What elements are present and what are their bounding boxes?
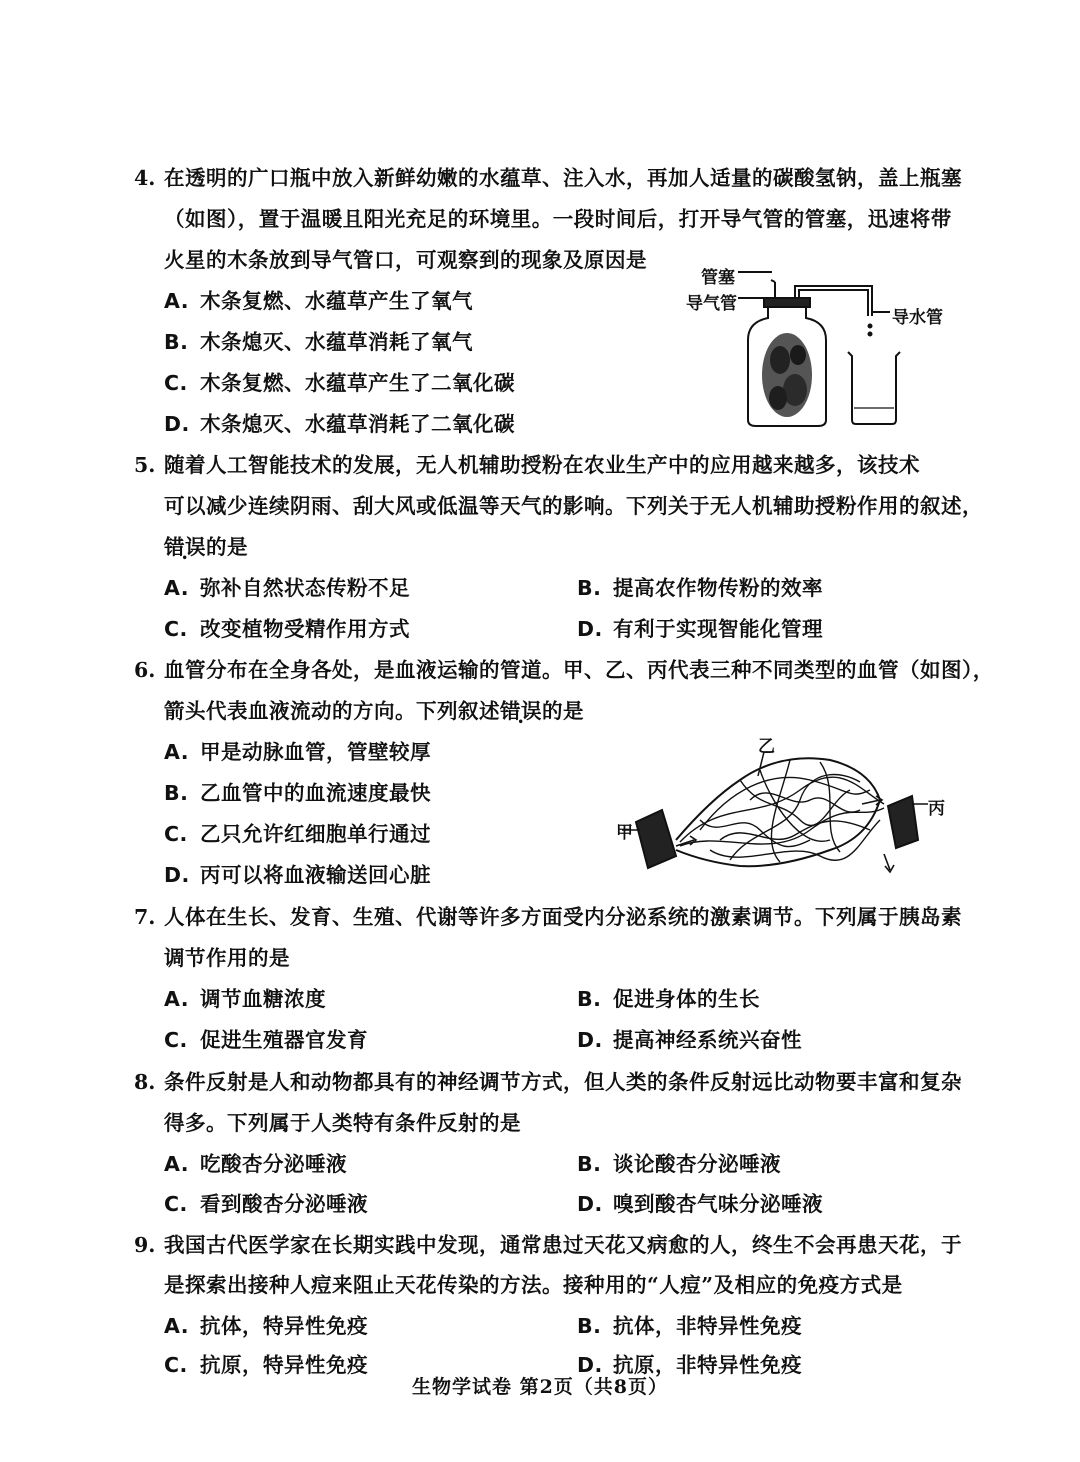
q9-option-a-text: 抗体，特异性免疫 xyxy=(200,1314,368,1338)
q6-option-a-text: 甲是动脉血管，管壁较厚 xyxy=(200,740,431,764)
q6-option-a-key: A. xyxy=(164,740,190,764)
q8-stem-line-1: 条件反射是人和动物都具有的神经调节方式，但人类的条件反射远比动物要丰富和复杂 xyxy=(164,1070,962,1094)
q4-option-d-text: 木条熄灭、水蕴草消耗了二氧化碳 xyxy=(200,412,515,436)
q5-option-b-text: 提高农作物传粉的效率 xyxy=(613,576,823,600)
q7-option-c-text: 促进生殖器官发育 xyxy=(200,1028,368,1052)
q5-option-a-text: 弥补自然状态传粉不足 xyxy=(200,576,410,600)
page-footer: 生物学试卷 第2页（共8页） xyxy=(411,1376,669,1398)
q7-option-c-key: C. xyxy=(164,1028,188,1052)
q5-option-d-text: 有利于实现智能化管理 xyxy=(613,617,823,641)
q9-option-c-text: 抗原，特异性免疫 xyxy=(200,1353,368,1377)
q4-stem-line-2: （如图），置于温暖且阳光充足的环境里。一段时间后，打开导气管的管塞，迅速将带 xyxy=(164,207,952,231)
q5-emphasis: 错误 xyxy=(164,535,206,559)
q5-stem-tail: 的是 xyxy=(206,535,248,559)
q9-option-d-text: 抗原，非特异性免疫 xyxy=(613,1353,802,1377)
q9-option-a xyxy=(164,1312,368,1340)
q4-option-b-text: 木条熄灭、水蕴草消耗了氧气 xyxy=(200,330,473,354)
q7-option-b-text: 促进身体的生长 xyxy=(613,987,760,1011)
q8-option-b xyxy=(577,1150,781,1178)
q8-option-a-key: A. xyxy=(164,1152,190,1176)
q7-stem-line-2: 调节作用的是 xyxy=(164,946,290,970)
q9-option-a-key: A. xyxy=(164,1314,190,1338)
q4-option-a-key: A. xyxy=(164,289,190,313)
q8-option-c-key: C. xyxy=(164,1192,188,1216)
q5-option-b-key: B. xyxy=(577,576,602,600)
q4-stem-line-1: 在透明的广口瓶中放入新鲜幼嫩的水蕴草、注入水，再加人适量的碳酸氢钠，盖上瓶塞 xyxy=(164,166,962,190)
q9-number: 9. xyxy=(134,1233,156,1257)
q8-option-b-text: 谈论酸杏分泌唾液 xyxy=(613,1152,781,1176)
q6-emphasis: 错误 xyxy=(500,699,542,723)
q4-option-c-text: 木条复燃、水蕴草产生了二氧化碳 xyxy=(200,371,515,395)
q7-option-a-text: 调节血糖浓度 xyxy=(200,987,326,1011)
q7-option-d xyxy=(577,1026,802,1054)
q5-option-d-key: D. xyxy=(577,617,603,641)
q8-option-a-text: 吃酸杏分泌唾液 xyxy=(200,1152,347,1176)
q7-option-d-key: D. xyxy=(577,1028,603,1052)
q6-option-c-text: 乙只允许红细胞单行通过 xyxy=(200,822,431,846)
q7-option-b xyxy=(577,985,760,1013)
q9-stem-line-2: 是探索出接种人痘来阻止天花传染的方法。接种用的“人痘”及相应的免疫方式是 xyxy=(164,1273,903,1297)
q5-option-c-key: C. xyxy=(164,617,188,641)
q9-option-b-key: B. xyxy=(577,1314,602,1338)
q6-label-bing: 丙 xyxy=(928,799,945,819)
q4-option-c-key: C. xyxy=(164,371,188,395)
q5-number: 5. xyxy=(134,453,156,477)
q8-option-d xyxy=(577,1190,823,1218)
q9-option-b-text: 抗体，非特异性免疫 xyxy=(613,1314,802,1338)
q6-option-b-key: B. xyxy=(164,781,189,805)
q9-option-d-key: D. xyxy=(577,1353,603,1377)
q4-option-d-key: D. xyxy=(164,412,190,436)
q5-stem-line-1: 随着人工智能技术的发展，无人机辅助授粉在农业生产中的应用越来越多，该技术 xyxy=(164,453,920,477)
q8-option-a xyxy=(164,1150,347,1178)
q4-number: 4. xyxy=(134,166,156,190)
q9-option-b xyxy=(577,1312,802,1340)
q7-option-a xyxy=(164,985,326,1013)
q4-option-b-key: B. xyxy=(164,330,189,354)
q5-stem-line-2: 可以减少连续阴雨、刮大风或低温等天气的影响。下列关于无人机辅助授粉作用的叙述， xyxy=(164,494,983,518)
q7-number: 7. xyxy=(134,905,156,929)
q4-label-water-tube: 导水管 xyxy=(892,308,943,328)
q7-option-a-key: A. xyxy=(164,987,190,1011)
q6-option-c-key: C. xyxy=(164,822,188,846)
q6-option-d-text: 丙可以将血液输送回心脏 xyxy=(200,863,431,887)
q5-option-a-key: A. xyxy=(164,576,190,600)
q4-label-plug: 管塞 xyxy=(701,268,735,288)
q6-stem-post: 的是 xyxy=(542,699,584,723)
q8-option-d-key: D. xyxy=(577,1192,603,1216)
q8-stem-line-2: 得多。下列属于人类特有条件反射的是 xyxy=(164,1111,521,1135)
q5-option-c-text: 改变植物受精作用方式 xyxy=(200,617,410,641)
q4-label-gas-tube: 导气管 xyxy=(686,294,737,314)
q8-option-d-text: 嗅到酸杏气味分泌唾液 xyxy=(613,1192,823,1216)
q6-option-b-text: 乙血管中的血流速度最快 xyxy=(200,781,431,805)
q6-stem-pre: 箭头代表血液流动的方向。下列叙述 xyxy=(164,699,500,723)
q7-option-b-key: B. xyxy=(577,987,602,1011)
q6-stem-line-1: 血管分布在全身各处，是血液运输的管道。甲、乙、丙代表三种不同类型的血管（如图）， xyxy=(164,658,994,682)
q6-label-jia: 甲 xyxy=(616,823,633,843)
q8-option-c-text: 看到酸杏分泌唾液 xyxy=(200,1192,368,1216)
q4-option-a-text: 木条复燃、水蕴草产生了氧气 xyxy=(200,289,473,313)
q9-option-c-key: C. xyxy=(164,1353,188,1377)
q8-option-c xyxy=(164,1190,368,1218)
q8-number: 8. xyxy=(134,1070,156,1094)
q6-number: 6. xyxy=(134,658,156,682)
q6-option-d-key: D. xyxy=(164,863,190,887)
q6-label-yi: 乙 xyxy=(758,737,775,757)
q7-option-c xyxy=(164,1026,368,1054)
q7-option-d-text: 提高神经系统兴奋性 xyxy=(613,1028,802,1052)
q8-option-b-key: B. xyxy=(577,1152,602,1176)
q7-stem-line-1: 人体在生长、发育、生殖、代谢等许多方面受内分泌系统的激素调节。下列属于胰岛素 xyxy=(164,905,962,929)
q4-stem-line-3: 火星的木条放到导气管口，可观察到的现象及原因是 xyxy=(164,248,647,272)
q9-stem-line-1: 我国古代医学家在长期实践中发现，通常患过天花又病愈的人，终生不会再患天花，于 xyxy=(164,1233,962,1257)
